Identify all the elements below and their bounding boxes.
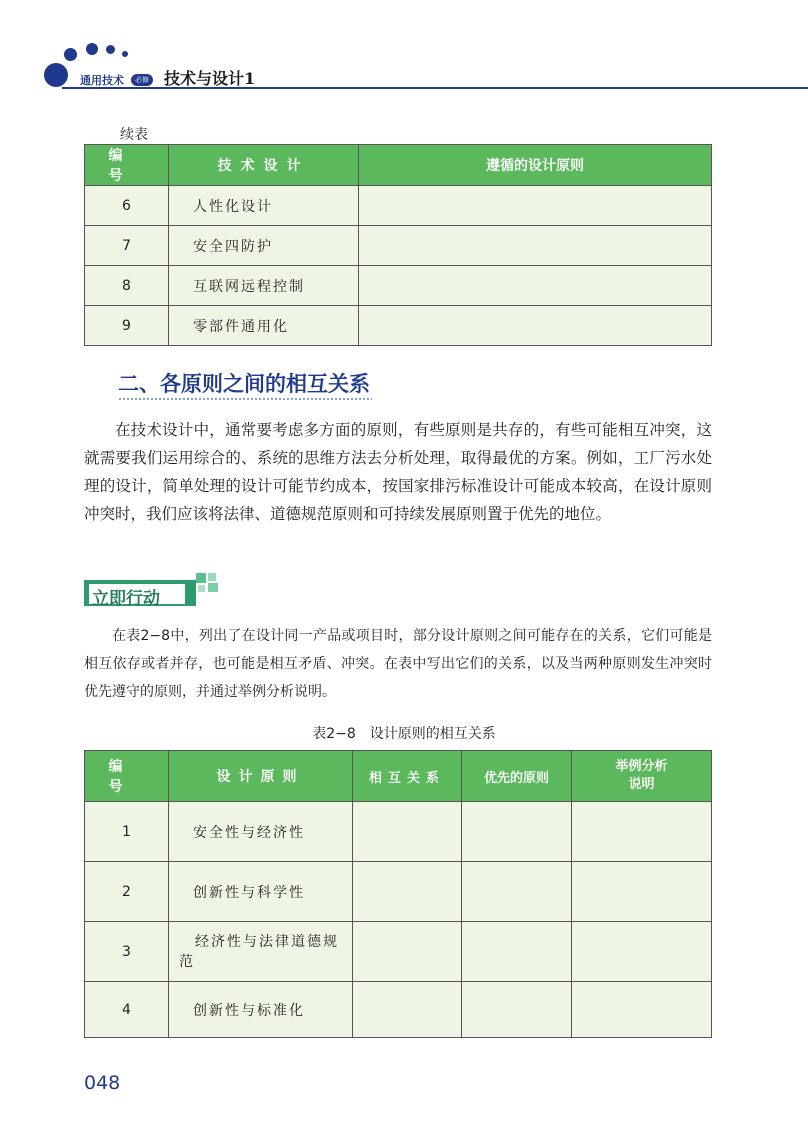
section-title-underline: [118, 397, 372, 401]
table2-row1-example[interactable]: [572, 802, 712, 862]
banner-square-3: [208, 583, 218, 592]
table-row: [85, 862, 712, 922]
table2-row4-priority[interactable]: [462, 982, 572, 1038]
table2-row1-relation[interactable]: [353, 802, 462, 862]
table-row: [85, 226, 712, 266]
design-principles-table: [84, 144, 712, 346]
table1-header-design: 技术设计: [169, 145, 359, 186]
header-book-name: 通用技术: [80, 74, 124, 87]
table2-row4-example[interactable]: [572, 982, 712, 1038]
table2-row3-no: 3: [85, 922, 169, 982]
table2-caption: 表2−8 设计原则的相互关系: [312, 726, 496, 742]
principle-relations-table: [84, 750, 712, 1038]
header-dot-large: [44, 63, 68, 87]
table-row: [85, 266, 712, 306]
table2-row3-priority[interactable]: [462, 922, 572, 982]
table1-row4-principle[interactable]: [359, 306, 712, 346]
table-row: [85, 802, 712, 862]
table2-row2-priority[interactable]: [462, 862, 572, 922]
table1-row2-principle[interactable]: [359, 226, 712, 266]
table1-row1-design: 人性化设计: [169, 186, 359, 226]
action-paragraph: 在表2−8中，列出了在设计同一产品或项目时，部分设计原则之间可能存在的关系，它们可能是相互依存或者并存，也可能是相互矛盾、冲突。在表中写出它们的关系，以及当两种原则发生冲突时优先遵守的原则，并通过举例分析说明。: [84, 628, 712, 700]
header-badge: 必修: [131, 74, 153, 86]
header-dot-3: [106, 45, 115, 54]
table2-row4-relation[interactable]: [353, 982, 462, 1038]
header-title: 技术与设计1: [164, 69, 256, 88]
banner-square-1: [196, 573, 206, 583]
table2-row2-no: 2: [85, 862, 169, 922]
action-banner-label: 立即行动: [92, 589, 160, 609]
table2-header-example: [572, 751, 712, 802]
table2-header-no: 编 号: [85, 751, 169, 802]
table2-header-priority: 优先的原则: [462, 751, 572, 802]
table2-header-example-line2: 说明: [628, 777, 655, 792]
table2-row3-relation[interactable]: [353, 922, 462, 982]
table1-row1-principle[interactable]: [359, 186, 712, 226]
table2-row1-no: 1: [85, 802, 169, 862]
table2-row4-no: 4: [85, 982, 169, 1038]
table1-row4-design: 零部件通用化: [169, 306, 359, 346]
page-number: 048: [84, 1072, 121, 1094]
table1-row3-design: 互联网远程控制: [169, 266, 359, 306]
header-dot-4: [122, 51, 128, 57]
table1-row4-no: 9: [85, 306, 169, 346]
section-paragraph: 在技术设计中，通常要考虑多方面的原则，有些原则是共存的，有些可能相互冲突，这就需要我们运用综合的、系统的思维方法去分析处理，取得最优的方案。例如，工厂污水处理的设计，简单处理的设计可能节约成本，按国家排污标准设计可能成本较高，在设计原则冲突时，我们应该将法律、道德规范原则和可持续发展原则置于优先的地位。: [84, 421, 712, 523]
table2-row2-relation[interactable]: [353, 862, 462, 922]
table2-header-example-line1: 举例分析: [615, 759, 668, 774]
table1-row2-design: 安全四防护: [169, 226, 359, 266]
table1-header-principle: 遵循的设计原则: [359, 145, 712, 186]
table2-header-principle: 设计原则: [169, 751, 353, 802]
table2-row3-example[interactable]: [572, 922, 712, 982]
section-title: 二、各原则之间的相互关系: [118, 372, 370, 396]
table-row: [85, 306, 712, 346]
table-row: [85, 186, 712, 226]
header-dot-1: [64, 48, 77, 61]
table1-row3-no: 8: [85, 266, 169, 306]
table-row: [85, 982, 712, 1038]
table2-row3-principle: 经济性与法律道德规范: [169, 922, 353, 982]
table2-row4-principle: 创新性与标准化: [169, 982, 353, 1038]
header-dot-2: [86, 43, 98, 55]
table2-row1-priority[interactable]: [462, 802, 572, 862]
banner-square-2: [208, 573, 216, 581]
table1-row1-no: 6: [85, 186, 169, 226]
continued-label: 续表: [120, 127, 148, 143]
table2-row1-principle: 安全性与经济性: [169, 802, 353, 862]
table1-header-no: 编 号: [85, 145, 169, 186]
table1-row3-principle[interactable]: [359, 266, 712, 306]
table2-row2-principle: 创新性与科学性: [169, 862, 353, 922]
table1-row2-no: 7: [85, 226, 169, 266]
table-row: [85, 922, 712, 982]
table2-row2-example[interactable]: [572, 862, 712, 922]
banner-square-4: [198, 585, 205, 592]
table2-header-relation: 相互关系: [353, 751, 462, 802]
